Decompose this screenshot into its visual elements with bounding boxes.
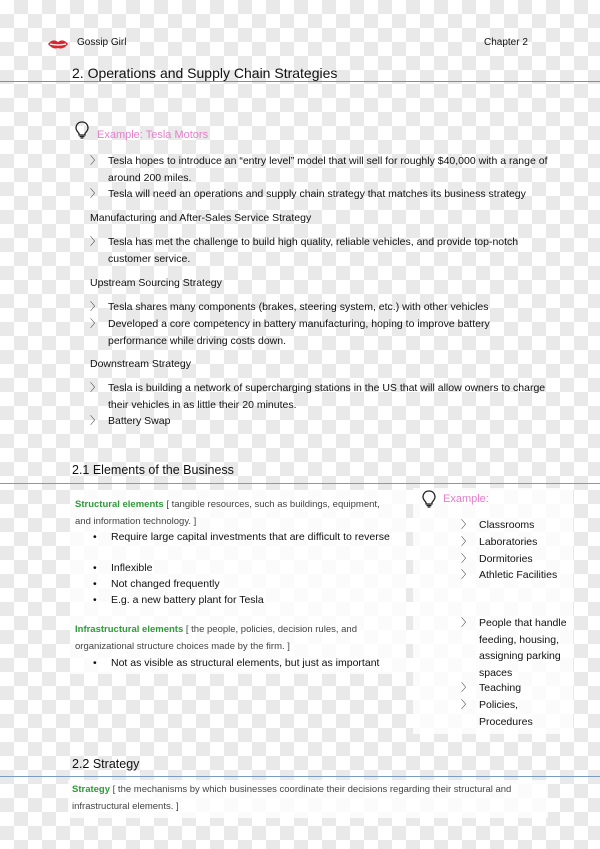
list-item: • Not as visible as structural elements, but just as important	[111, 655, 411, 672]
bullet-dot-icon: •	[93, 578, 97, 590]
structural-intro: Structural elements [ tangible resources, such as buildings, equipment, and information technology. ]	[75, 499, 380, 527]
list-item: 〉 Laboratories	[479, 534, 579, 551]
doc-title: Gossip Girl	[77, 37, 127, 48]
section-2-1-title: 2.1 Elements of the Business	[72, 463, 234, 477]
list-item: 〉 Teaching	[479, 680, 574, 697]
chevron-right-icon: 〉	[461, 699, 472, 711]
list-item: 〉 Tesla shares many components (brakes, steering system, etc.) with other vehicles	[108, 299, 548, 316]
strategy-definition: Strategy [ the mechanisms by which businesses coordinate their decisions regarding their structural and infrastructural elements. ]	[72, 784, 512, 812]
example-label-right: Example:	[443, 493, 489, 505]
chevron-right-icon: 〉	[90, 155, 101, 167]
lightbulb-icon	[75, 121, 89, 139]
list-item: • Not changed frequently	[111, 576, 391, 593]
subheading-downstream: Downstream Strategy	[90, 358, 191, 370]
list-item: 〉 Tesla is building a network of supercharging stations in the US that will allow owners to charge their vehicles in as little their 20 minutes.	[90, 382, 546, 411]
list-item: 〉 Tesla will need an operations and supply chain strategy that matches its business strategy	[108, 186, 568, 203]
bullet-dot-icon: •	[93, 562, 97, 574]
chevron-right-icon: 〉	[461, 682, 472, 694]
bullet-dot-icon: •	[93, 594, 97, 606]
list-item: • Require large capital investments that are difficult to reverse	[111, 529, 391, 546]
list-item: 〉 People that handle feeding, housing, assigning parking spaces	[461, 617, 567, 679]
header-rule	[0, 81, 600, 82]
chevron-right-icon: 〉	[90, 301, 101, 313]
chevron-right-icon: 〉	[461, 617, 472, 629]
example-label: Example: Tesla Motors	[97, 129, 209, 141]
list-item: 〉 Battery Swap	[108, 413, 408, 430]
chapter-label: Chapter 2	[484, 37, 528, 48]
chevron-right-icon: 〉	[461, 536, 472, 548]
bullet-dot-icon: •	[93, 657, 97, 669]
chevron-right-icon: 〉	[461, 519, 472, 531]
lightbulb-icon	[422, 490, 436, 508]
list-item: 〉 Policies, Procedures	[461, 699, 533, 728]
infrastructural-intro: Infrastructural elements [ the people, policies, decision rules, and organizational structure choices made by the firm. ]	[75, 624, 357, 652]
list-item: 〉 Dormitories	[479, 551, 579, 568]
chevron-right-icon: 〉	[461, 569, 472, 581]
list-item: 〉 Tesla hopes to introduce an “entry level” model that will sell for roughly $40,000 with a range of around 200 miles.	[90, 155, 548, 184]
subheading-upstream: Upstream Sourcing Strategy	[90, 277, 222, 289]
list-item: 〉 Developed a core competency in battery manufacturing, hoping to improve battery performance while driving costs down.	[90, 318, 490, 347]
list-item: 〉 Tesla has met the challenge to build high quality, reliable vehicles, and provide top-notch customer service.	[90, 236, 519, 265]
list-item: 〉 Athletic Facilities	[479, 567, 589, 584]
list-item: • Inflexible	[111, 560, 391, 577]
chevron-right-icon: 〉	[90, 318, 101, 330]
list-item: • E.g. a new battery plant for Tesla	[111, 592, 391, 609]
section-2-2-title: 2.2 Strategy	[72, 757, 140, 771]
section-title: 2. Operations and Supply Chain Strategies	[72, 65, 338, 81]
list-item: 〉 Classrooms	[479, 517, 579, 534]
chevron-right-icon: 〉	[90, 188, 101, 200]
chevron-right-icon: 〉	[461, 553, 472, 565]
subheading-manufacturing: Manufacturing and After-Sales Service Strategy	[90, 212, 312, 224]
chevron-right-icon: 〉	[90, 236, 101, 248]
chevron-right-icon: 〉	[90, 382, 101, 394]
section-2-2-rule	[0, 776, 600, 777]
section-2-1-rule	[0, 483, 600, 484]
chevron-right-icon: 〉	[90, 415, 101, 427]
lips-logo	[47, 37, 69, 49]
bullet-dot-icon: •	[93, 531, 97, 543]
